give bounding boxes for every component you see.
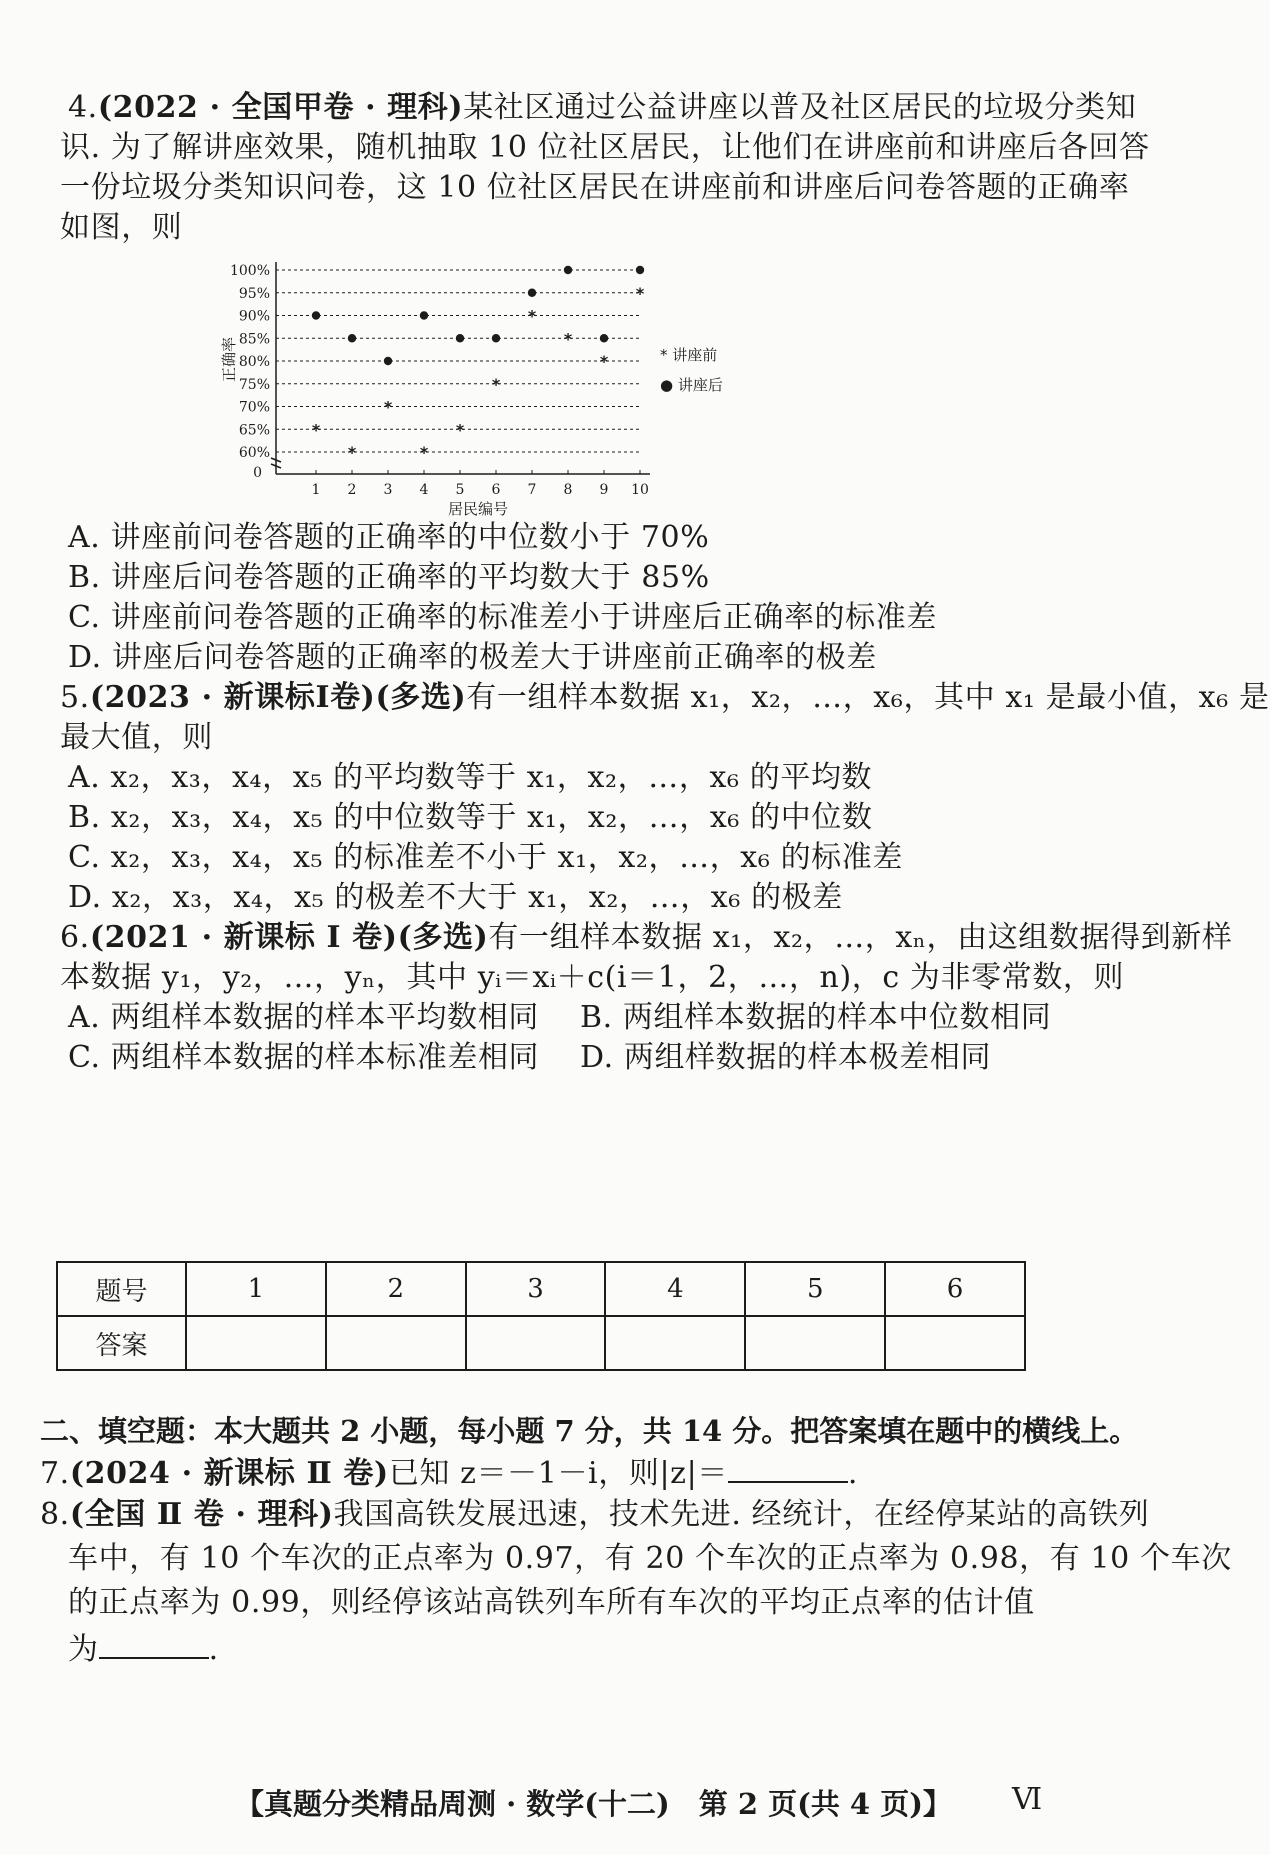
chart-point-after [636,266,644,274]
q8-number: 8. [40,1497,70,1532]
q8-line-1 [40,1495,1149,1535]
chart-point-before: * [455,420,465,440]
q5-number: 5. [60,680,90,715]
chart-y-tick-label: 80% [238,354,270,370]
chart-point-after [384,357,392,365]
q4-option-a: A. 讲座前问卷答题的正确率的中位数小于 70% [68,520,710,555]
q6-option-a: A. 两组样本数据的样本平均数相同 [68,1000,539,1035]
chart-x-tick-label: 5 [455,482,465,498]
chart-y-tick-label: 95% [238,285,270,302]
chart-point-before: * [491,374,501,394]
answer-table [56,1261,1026,1371]
answer-table-answer-row [57,1316,1025,1370]
q6-text-2: 本数据 y₁，y₂，…，yₙ，其中 yᵢ＝xᵢ＋c(i＝1，2，…，n)，c 为非零常数，则 [60,960,1125,995]
chart-y-tick-label: 70% [238,399,270,416]
chart-point-before: * [419,443,429,462]
chart-legend-item: ● 讲座后 [660,376,723,394]
chart-x-tick-label: 9 [599,482,609,498]
chart-point-before: * [635,283,645,303]
q4-source: (2022 · 全国甲卷 · 理科) [97,90,464,125]
q5-option-a: A. x₂，x₃，x₄，x₅ 的平均数等于 x₁，x₂，…，x₆ 的平均数 [68,760,873,795]
answer-table-number-1: 1 [186,1262,326,1316]
answer-table-header-row [57,1262,1025,1316]
chart-y-tick-label: 85% [238,331,270,348]
chart-x-tick-label: 2 [347,482,357,498]
q4-text-3: 一份垃圾分类知识问卷，这 10 位社区居民在讲座前和讲座后问卷答题的正确率 [60,170,1130,205]
q4-option-c: C. 讲座前问卷答题的正确率的标准差小于讲座后正确率的标准差 [68,600,937,635]
q5-option-c: C. x₂，x₃，x₄，x₅ 的标准差不小于 x₁，x₂，…，x₆ 的标准差 [68,840,903,875]
answer-table-number-6: 6 [885,1262,1025,1316]
chart-point-before: * [311,420,321,440]
answer-cell-6[interactable] [885,1316,1025,1370]
chart-point-after [348,334,356,342]
q8-line-4 [68,1627,219,1670]
chart-x-tick-label: 8 [563,482,573,498]
q7-end: . [847,1456,859,1491]
chart-point-after [312,311,320,319]
answer-cell-3[interactable] [466,1316,606,1370]
q5-option-b: B. x₂，x₃，x₄，x₅ 的中位数等于 x₁，x₂，…，x₆ 的中位数 [68,800,873,835]
chart-y-tick-label: 90% [238,308,270,325]
q5-option-d: D. x₂，x₃，x₄，x₅ 的极差不大于 x₁，x₂，…，x₆ 的极差 [68,880,843,915]
q6-tag: (多选) [397,920,489,955]
answer-cell-5[interactable] [745,1316,885,1370]
q4-number: 4. [68,90,98,125]
q4-option-d: D. 讲座后问卷答题的正确率的极差大于讲座前正确率的极差 [68,640,877,675]
q8-text-1: 我国高铁发展迅速，技术先进. 经统计，在经停某站的高铁列 [333,1497,1150,1532]
chart-x-tick-label: 1 [311,482,321,498]
chart-point-after [456,334,464,342]
answer-table-label-number: 题号 [57,1262,186,1316]
q5-tag: (多选) [375,680,467,715]
answer-cell-2[interactable] [326,1316,466,1370]
q5-source: (2023 · 新课标Ⅰ卷) [89,680,376,715]
q7-text: 已知 z＝－1－i，则|z|＝ [388,1456,728,1491]
q7-source: (2024 · 新课标 Ⅱ 卷) [69,1456,389,1491]
chart-x-tick-label: 3 [383,482,393,498]
chart-x-tick-label: 4 [419,482,429,498]
q6-text-1: 有一组样本数据 x₁，x₂，…，xₙ，由这组数据得到新样 [488,920,1233,955]
answer-table-number-2: 2 [326,1262,466,1316]
chart-point-after [492,334,500,342]
chart-y-tick-label: 100% [229,263,270,279]
chart-y-label: 正确率 [220,336,238,382]
chart-gridlines [271,262,650,474]
q6-option-d: D. 两组样数据的样本极差相同 [580,1040,992,1075]
page-roman-numeral: Ⅵ [1012,1782,1043,1817]
q5-text-2: 最大值，则 [60,720,213,755]
q8-text-4: 为 [68,1632,99,1667]
q7-line [40,1451,858,1494]
page-footer: 【真题分类精品周测 · 数学(十二) 第 2 页(共 4 页)】 [235,1787,952,1821]
q7-number: 7. [40,1456,70,1491]
answer-table-number-3: 3 [466,1262,606,1316]
q4-text-4: 如图，则 [60,210,183,245]
q8-answer-blank[interactable] [99,1627,209,1659]
chart-y-tick-label: 60% [238,445,270,461]
chart-y-tick-label: 65% [238,422,270,439]
chart-point-before: * [383,397,393,417]
q6-source: (2021 · 新课标 Ⅰ 卷) [89,920,398,955]
chart-x-tick-label: 7 [527,482,537,498]
answer-table-label-answer: 答案 [57,1316,186,1370]
q4-scatter-chart [220,252,760,522]
chart-x-tick-label: 10 [631,482,649,498]
chart-marks [312,266,645,462]
chart-legend-item: * 讲座前 [660,346,718,364]
answer-cell-4[interactable] [605,1316,745,1370]
q5-line-1 [60,678,1270,718]
q7-answer-blank[interactable] [728,1451,848,1483]
chart-y-tick-label: 75% [238,376,270,393]
chart-x-label: 居民编号 [447,500,509,518]
q6-option-c: C. 两组样本数据的样本标准差相同 [68,1040,540,1075]
chart-point-before: * [527,306,537,326]
q4-text-2: 识. 为了解讲座效果，随机抽取 10 位社区居民，让他们在讲座前和讲座后各回答 [60,130,1150,165]
q8-text-2: 车中，有 10 个车次的正点率为 0.97，有 20 个车次的正点率为 0.98，有 10 个车次 [68,1541,1232,1576]
q6-number: 6. [60,920,90,955]
q6-option-b: B. 两组样本数据的样本中位数相同 [580,1000,1052,1035]
q8-end: . [208,1632,219,1667]
answer-table-number-5: 5 [745,1262,885,1316]
q4-line-1 [68,88,1136,128]
q8-source: (全国 Ⅱ 卷 · 理科) [69,1497,334,1532]
chart-y-tick-label: 0 [253,465,262,481]
chart-x-tick-label: 6 [491,482,501,498]
answer-cell-1[interactable] [186,1316,326,1370]
chart-legend [660,346,723,394]
chart-point-after [420,311,428,319]
chart-point-after [528,289,536,297]
chart-point-before: * [563,329,573,349]
chart-point-before: * [347,443,357,462]
chart-point-after [564,266,572,274]
q8-text-3: 的正点率为 0.99，则经停该站高铁列车所有车次的平均正点率的估计值 [68,1585,1035,1620]
chart-point-after [600,334,608,342]
chart-point-before: * [599,352,609,371]
q4-text-1: 某社区通过公益讲座以普及社区居民的垃圾分类知 [463,90,1137,125]
q6-line-1 [60,918,1233,958]
q4-option-b: B. 讲座后问卷答题的正确率的平均数大于 85% [68,560,710,595]
q5-text-1: 有一组样本数据 x₁，x₂，…，x₆，其中 x₁ 是最小值，x₆ 是 [466,680,1270,715]
answer-table-number-4: 4 [605,1262,745,1316]
section2-heading: 二、填空题：本大题共 2 小题，每小题 7 分，共 14 分。把答案填在题中的横线上。 [40,1414,1139,1448]
